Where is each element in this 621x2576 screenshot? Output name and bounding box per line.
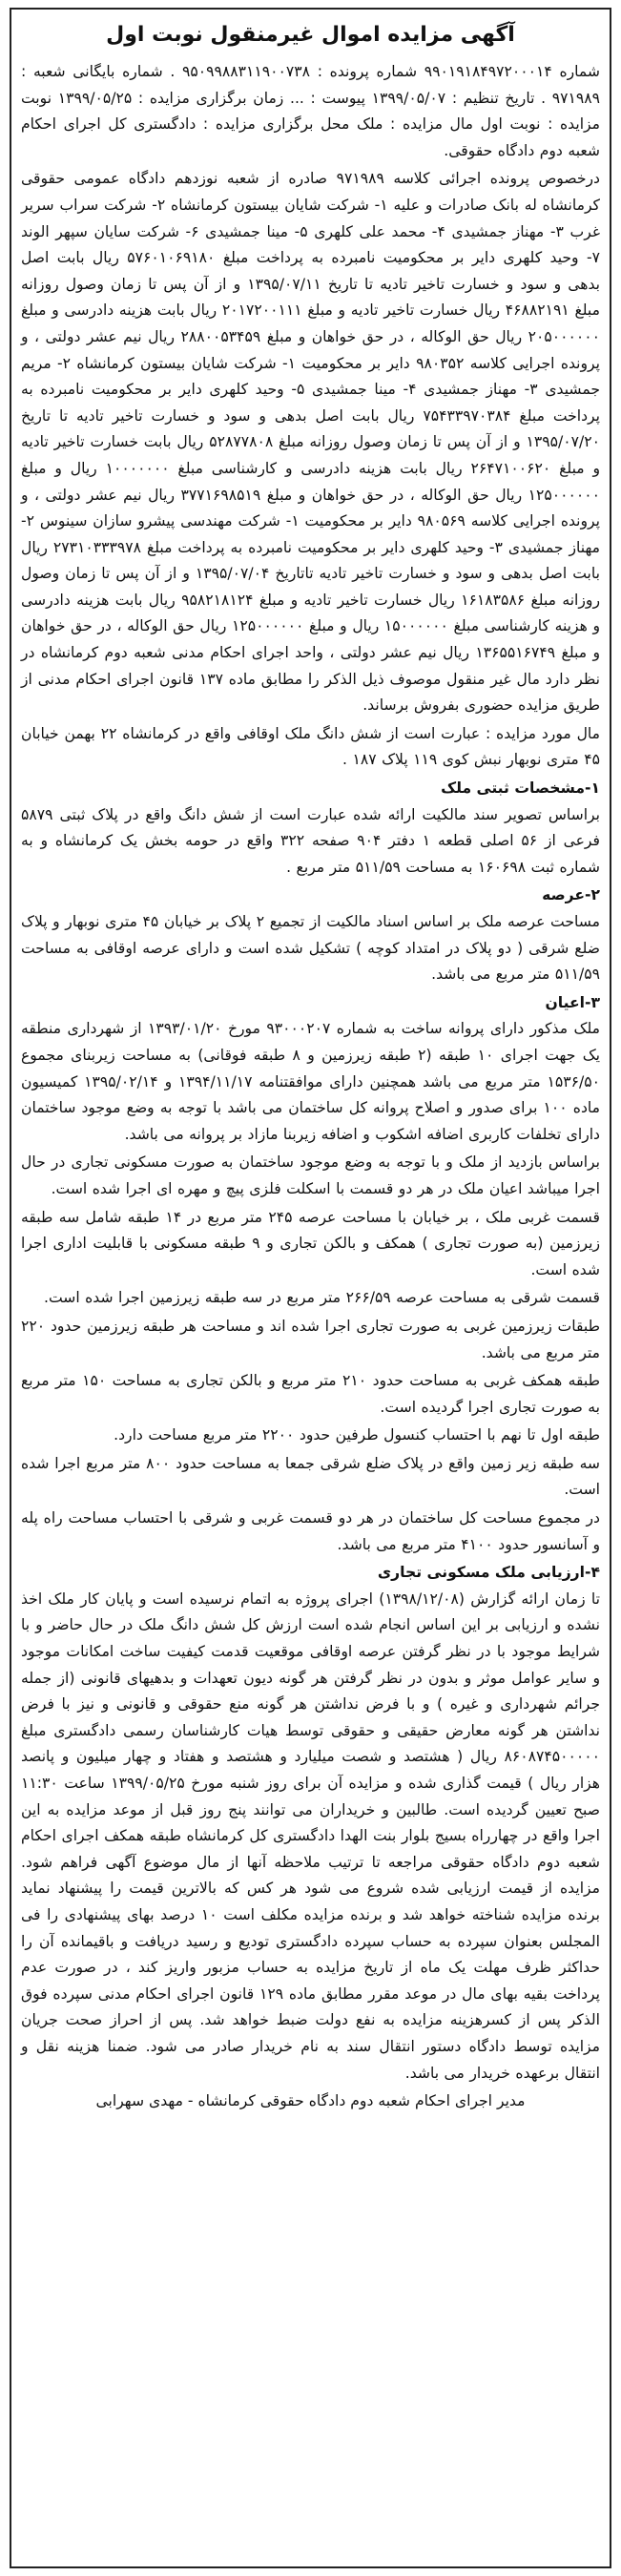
section-building-body: ملک مذکور دارای پروانه ساخت به شماره ۹۳۰۰۰۲۰۷ مورخ ۱۳۹۳/۰۱/۲۰ از شهرداری منطقه یک جهت اجرای ۱۰ طبقه (۲ طبقه زیرزمین و ۸ طبقه فوقانی) به مساحت زیربنای مجموع ۱۵۳۶/۵۰ متر مربع می باشد همچنین دارای موافقتنامه ۱۳۹۴/۱۱/۱۷ و ۱۳۹۵/۰۲/۱۴ کمیسیون ماده ۱۰۰ برای صدور و اصلاح پروانه کل ساختمان می باشد با توجه به وضع موجود ساختمان دارای تخلفات کاربری اضافه اشکوب و اضافه زیربنا مازاد بر پروانه می باشد. (21, 1020, 601, 1143)
section-building-ground-floor: طبقه همکف غربی به مساحت حدود ۲۱۰ متر مربع و بالکن تجاری به مساحت ۱۵۰ متر مربع به صورت تجاری اجرا گردیده است. (21, 1372, 600, 1416)
property-description: مال مورد مزایده : عبارت است از شش دانگ ملک اوقافی واقع در کرمانشاه ۲۲ بهمن خیابان ۴۵ متری نوبهار نبش کوی ۱۱۹ پلاک ۱۸۷ . (21, 724, 600, 769)
section-land-body: مساحت عرصه ملک بر اساس اسناد مالکیت از تجمیع ۲ پلاک بر خیابان ۴۵ متری نوبهار و پلاک ضلع شرقی ( دو پلاک در امتداد کوچه ) تشکیل شده است و دارای عرصه اوقافی به مساحت ۵۱۱/۵۹ متر مربع می باشد. (21, 913, 600, 984)
section-building-upper-floors: طبقه اول تا نهم با احتساب کنسول طرفین حدود ۲۲۰۰ متر مربع مساحت دارد. (114, 1426, 600, 1444)
section-building-total-area: در مجموع مساحت کل ساختمان در هر دو قسمت غربی و شرقی با احتساب مساحت راه پله و آسانسور حدود ۴۱۰۰ متر مربع می باشد. (21, 1509, 600, 1553)
section-registration-heading: ۱-مشخصات ثبتی ملک (441, 779, 600, 798)
section-building-west: قسمت غربی ملک ، بر خیابان با مساحت عرصه ۲۴۵ متر مربع در ۱۴ طبقه شامل سه طبقه زیرزمین (به صورت تجاری ) همکف و بالکن تجاری و ۹ طبقه مسکونی با قابلیت اداری اجرا شده است. (21, 1208, 600, 1278)
section-valuation-heading: ۴-ارزیابی ملک مسکونی تجاری (377, 1564, 600, 1582)
section-land-heading: ۲-عرصه (542, 886, 600, 904)
notice-intro: شماره ۹۹۰۱۹۱۸۴۹۷۲۰۰۰۱۴ شماره پرونده : ۹۵۰۹۹۸۸۳۱۱۹۰۰۷۳۸ . شماره بایگانی شعبه : ۹۷۱۹۸۹ . تاریخ تنظیم : ۱۳۹۹/۰۵/۰۷ پیوست : ... زمان برگزاری مزایده : ۱۳۹۹/۰۵/۲۵ نوبت مزایده : نوبت اول مال مزایده : ملک محل برگزاری مزایده : دادگستری کل اجرای احکام شعبه دوم دادگاه حقوقی. (21, 63, 600, 159)
section-registration-body: براساس تصویر سند مالکیت ارائه شده عبارت است از شش دانگ واقع در پلاک ثبتی ۵۸۷۹ فرعی از ۵۶ اصلی قطعه ۱ دفتر ۹۰۴ صفحه ۳۲۲ واقع در حومه بخش یک کرمانشاه و به شماره ثبت ۱۶۰۶۹۸ به مساحت ۵۱۱/۵۹ متر مربع . (21, 805, 600, 876)
section-building-east: قسمت شرقی به مساحت عرصه ۲۶۶/۵۹ متر مربع در سه طبقه زیرزمین اجرا شده است. (44, 1289, 600, 1307)
notice-document (10, 8, 611, 2568)
section-building-heading: ۳-اعیان (545, 993, 600, 1011)
section-building-visit: براساس بازدید از ملک و با توجه به وضع موجود ساختمان به صورت مسکونی تجاری در حال اجرا میباشد اعیان ملک در هر دو قسمت با اسکلت فلزی پیچ و مهره ای اجرا شده است. (21, 1153, 600, 1197)
notice-title: آگهی مزایده اموال غیرمنقول نوبت اول (106, 23, 515, 47)
section-valuation-body: تا زمان ارائه گزارش (۱۳۹۸/۱۲/۰۸) اجرای پروژه به اتمام نرسیده است و پایان کار ملک اخذ نشده و ارزیابی بر این اساس انجام شده است ارزش کل شش دانگ ملک در حال حاضر و با شرایط موجود با در نظر گرفتن عرصه اوقافی موقعیت قدمت کیفیت ساخت امکانات موجود و سایر عوامل موثر و بدون در نظر گرفتن هر گونه دیون تعهدات و بدهیهای قانونی (از جمله جرائم شهرداری و غیره ) و با فرض نداشتن هر گونه منع حقوقی و قانونی و نیز با فرض نداشتن هر گونه معارض حقیقی و حقوقی توسط هیات کارشناسان رسمی دادگستری مبلغ ۸۶۰۸۷۴۵۰۰۰۰۰ ریال ( هشتصد و شصت میلیارد و هشتصد و هفتاد و چهار میلیون و پانصد هزار ریال ) قیمت گذاری شده و مزایده آن برای روز شنبه مورخ ۱۳۹۹/۰۵/۲۵ ساعت ۱۱:۳۰ صبح تعیین گردیده است. طالبین و خریداران می توانند پنج روز قبل از موعد مزایده به این اجرا واقع در چهارراه بسیج بلوار بنت الهدا دادگستری کل کرمانشاه طبقه همکف اجرای احکام شعبه دوم دادگاه حقوقی مراجعه تا ترتیب ملاحظه آنها از مال موضوع آگهی فراهم شود. مزایده از قیمت ارزیابی شده شروع می شود هر کس که بالاترین قیمت را پیشنهاد نماید برنده مزایده شناخته خواهد شد و برنده مزایده مکلف است ۱۰ درصد بهای پیشنهادی را فی المجلس بعنوان سپرده به حساب سپرده دادگستری تودیع و رسید دریافت و باقیمانده آن را حداکثر ظرف مهلت یک ماه از تاریخ مزایده به حساب مزبور واریز کند ، در صورت عدم پرداخت بقیه بهای مال در موعد مقرر مطابق ماده ۱۲۹ قانون اجرای احکام مدنی سپرده فوق الذکر پس از کسرهزینه مزایده به نفع دولت ضبط خواهد شد. پس از احراز صحت جریان مزایده توسط دادگاه دستور انتقال سند به نام خریدار صادر می شود. ضمنا هزینه نقل و انتقال برعهده خریدار می باشد. (21, 1589, 601, 2082)
signature-line: مدیر اجرای احکام شعبه دوم دادگاه حقوقی کرمانشاه - مهدی سهرابی (95, 2092, 526, 2110)
case-body: درخصوص پرونده اجرائی کلاسه ۹۷۱۹۸۹ صادره از شعبه نوزدهم دادگاه عمومی حقوقی کرمانشاه له بانک صادرات و علیه ۱- شرکت شایان بیستون کرمانشاه ۲- شرکت سراب سریر غرب ۳- مهناز جمشیدی ۴- محمد علی کلهری ۵- مینا جمشیدی ۶- شرکت سایان سپهر الوند ۷- وحید کلهری دایر بر محکومیت نامبرده به پرداخت مبلغ ۵۷۶۰۱۰۶۹۱۸۰ ریال بابت اصل بدهی و سود و خسارت تاخیر تادیه تا تاریخ ۱۳۹۵/۰۷/۱۱ و از آن پس تا زمان وصول روزانه مبلغ ۴۶۸۸۲۱۹۱ ریال خسارت تاخیر تادیه و مبلغ ۲۰۱۷۲۰۰۱۱۱ ریال بابت هزینه دادرسی و مبلغ ۲۰۵۰۰۰۰۰۰ ریال حق الوکاله ، در حق خواهان و مبلغ ۲۸۸۰۰۵۳۴۵۹ ریال نیم عشر دولتی ، و پرونده اجرایی کلاسه ۹۸۰۳۵۲ دایر بر محکومیت ۱- شرکت شایان بیستون کرمانشاه ۲- مریم جمشیدی ۳- مهناز جمشیدی ۴- مینا جمشیدی ۵- وحید کلهری دایر بر محکومیت نامبرده به پرداخت مبلغ ۷۵۴۳۳۹۷۰۳۸۴ ریال بابت اصل بدهی و سود و خسارت تاخیر تادیه تا تاریخ ۱۳۹۵/۰۷/۲۰ و از آن پس تا زمان وصول روزانه مبلغ ۵۲۸۷۷۸۰۸ ریال بابت خسارت تاخیر تادیه و مبلغ ۲۶۴۷۱۰۰۶۲۰ ریال بابت هزینه دادرسی و کارشناسی مبلغ ۱۰۰۰۰۰۰۰ ریال و مبلغ ۱۲۵۰۰۰۰۰۰ ریال حق الوکاله ، در حق خواهان و مبلغ ۳۷۷۱۶۹۸۵۱۹ ریال نیم عشر دولتی ، و پرونده اجرایی کلاسه ۹۸۰۵۶۹ دایر بر محکومیت ۱- شرکت مهندسی پیشرو سازان سینوس ۲- مهناز جمشیدی ۳- وحید کلهری دایر بر محکومیت نامبرده به پرداخت مبلغ ۲۷۳۱۰۳۳۳۹۷۸ ریال بابت اصل بدهی و سود و خسارت تاخیر تادیه تاتاریخ ۱۳۹۵/۰۷/۰۴ و از آن پس تا زمان وصول روزانه مبلغ ۱۶۱۸۳۵۸۶ ریال خسارت تاخیر تادیه و مبلغ ۹۵۸۲۱۸۱۲۴ ریال بابت هزینه دادرسی و هزینه کارشناسی مبلغ ۱۵۰۰۰۰۰۰ ریال و مبلغ ۱۲۵۰۰۰۰۰۰ ریال حق الوکاله ، در حق خواهان و مبلغ ۱۳۶۵۵۱۶۷۴۹ ریال نیم عشر دولتی ، واحد اجرای احکام مدنی شعبه دوم کرمانشاه در نظر دارد مال غیر منقول موصوف ذیل الذکر را مطابق ماده ۱۳۷ قانون اجرای احکام مدنی از طریق مزایده حضوری بفروش برساند. (21, 170, 601, 715)
section-building-basements: طبقات زیرزمین غربی به صورت تجاری اجرا شده اند و مساحت هر طبقه زیرزمین حدود ۲۲۰ متر مربع می باشد. (21, 1317, 600, 1361)
section-building-east-basements: سه طبقه زیر زمین واقع در پلاک ضلع شرقی جمعا به مساحت حدود ۸۰۰ متر مربع اجرا شده است. (21, 1454, 600, 1499)
